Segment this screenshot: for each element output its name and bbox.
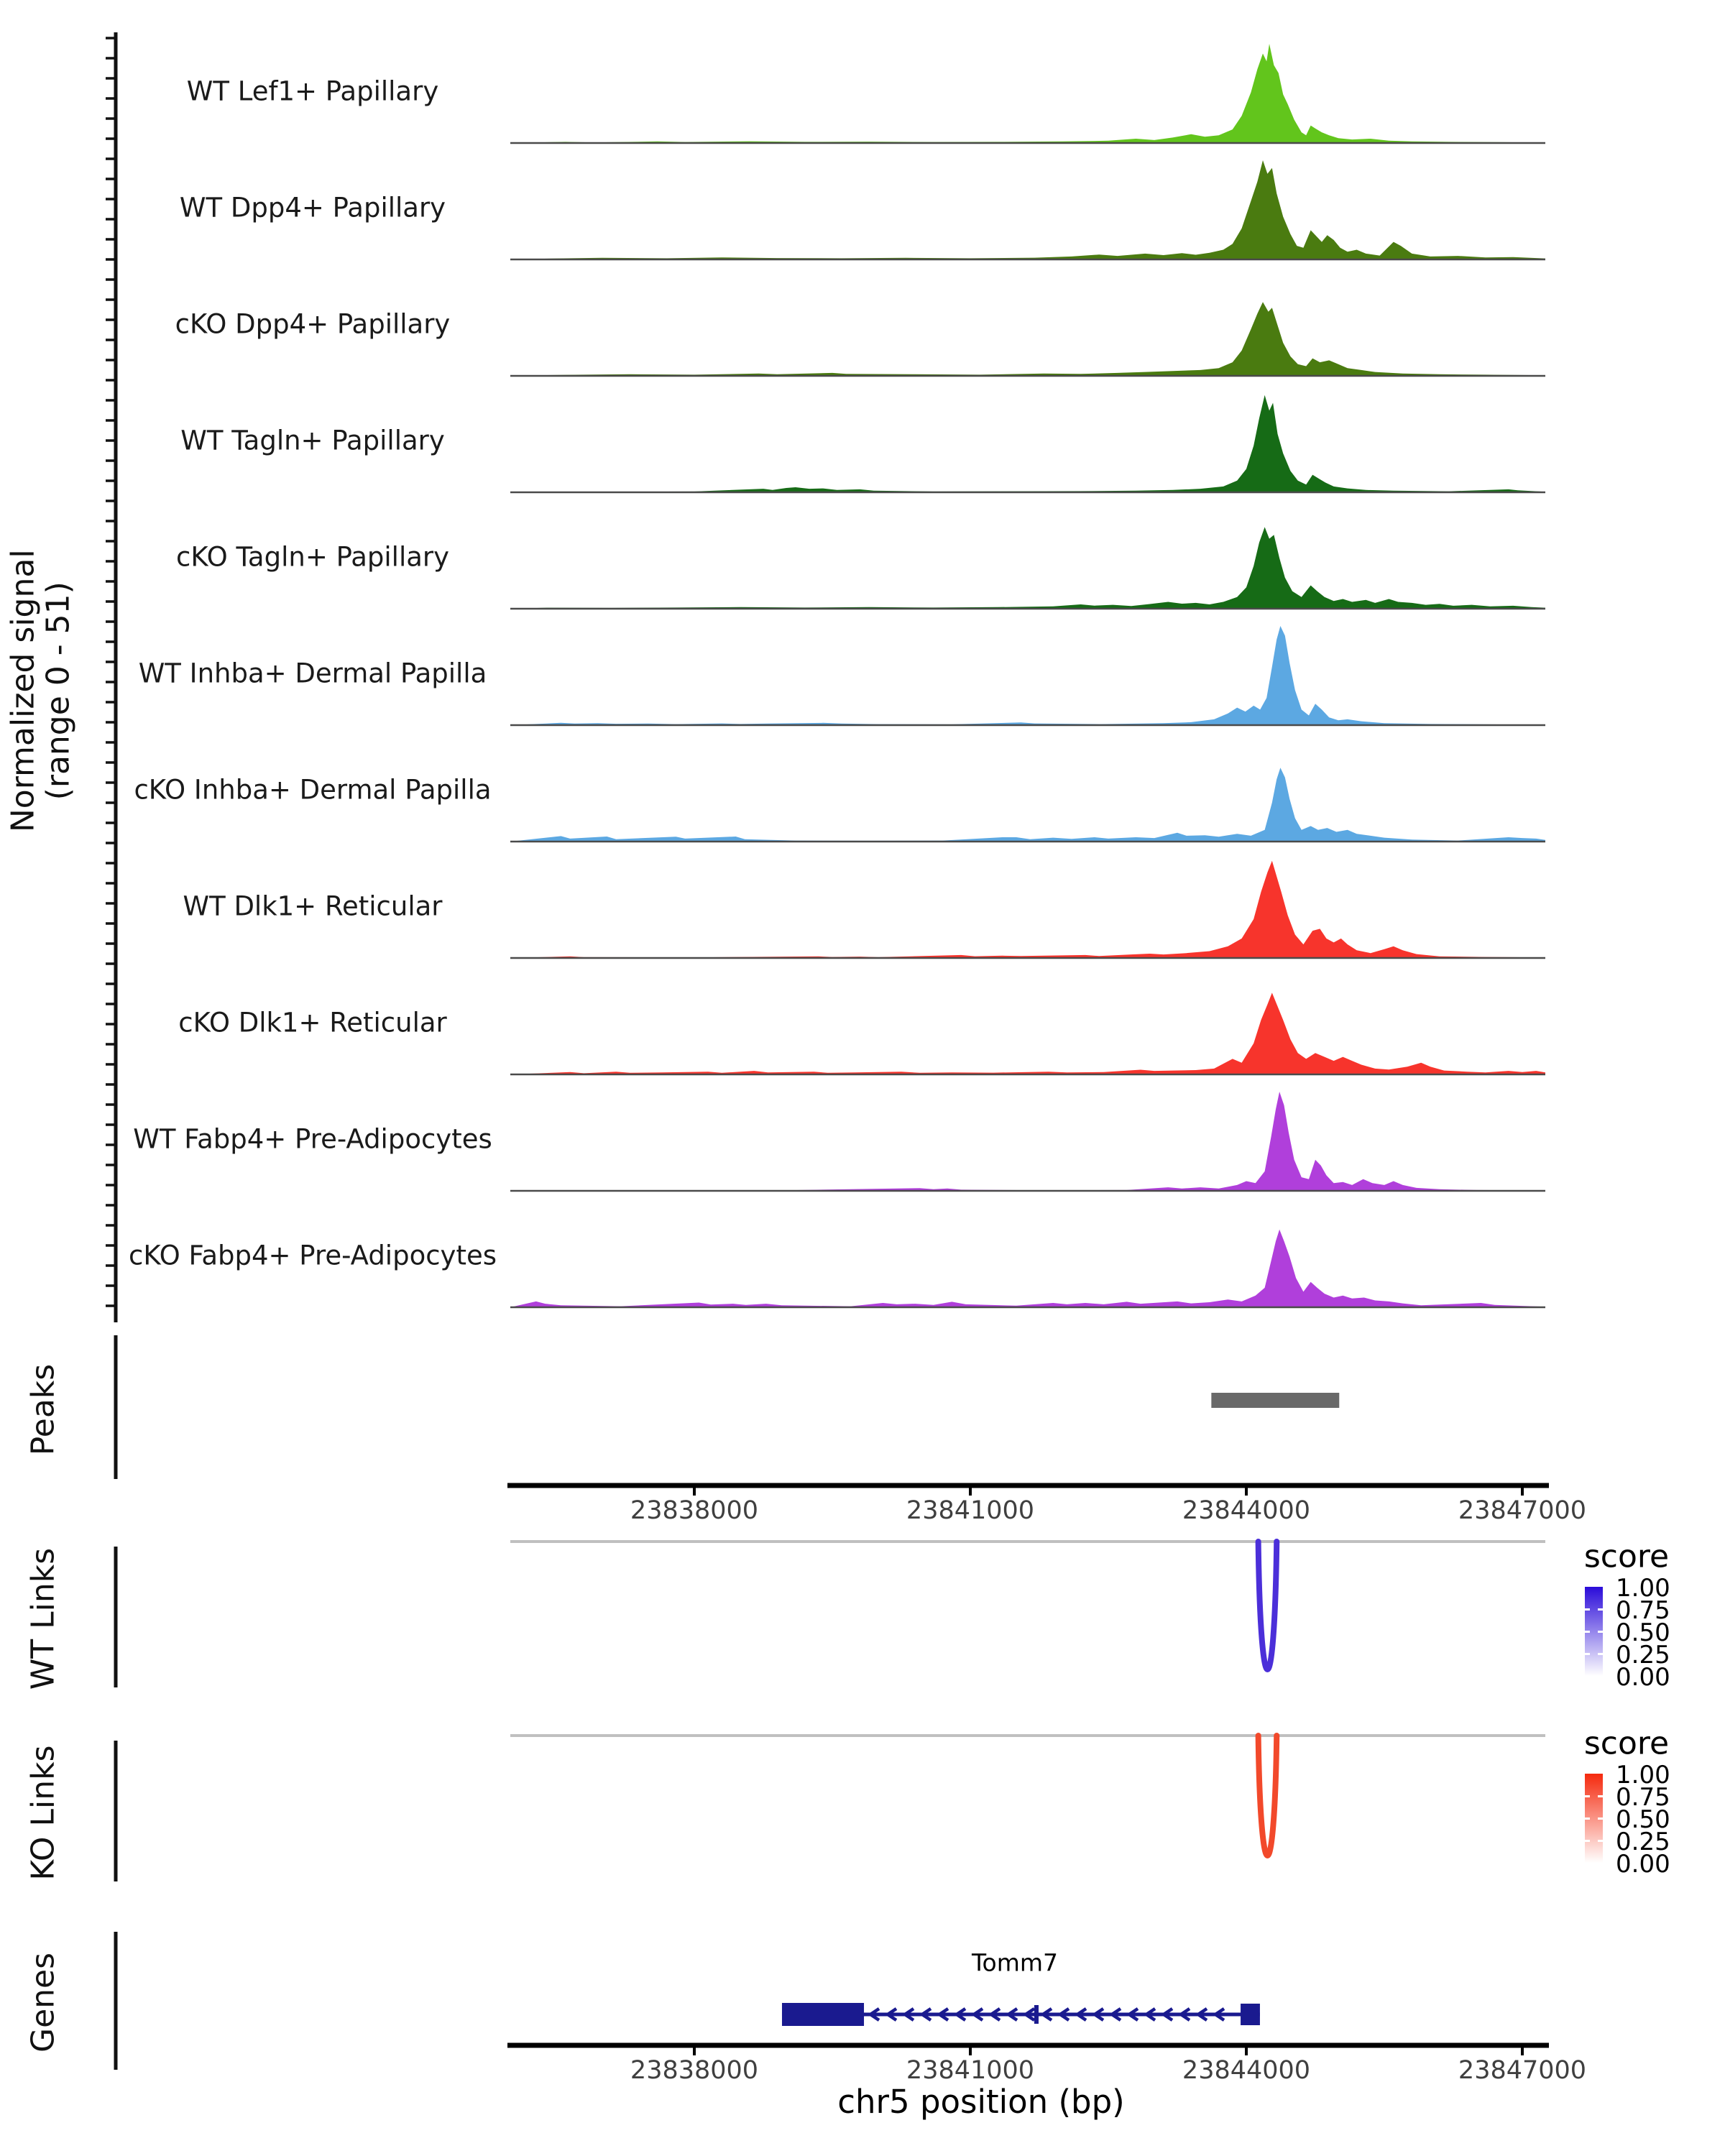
- x-axis-bottom-tick-label-2: 23844000: [1182, 2056, 1311, 2085]
- x-axis-bottom-tick-label-0: 23838000: [630, 2056, 759, 2085]
- peak-region-bar: [1211, 1393, 1339, 1408]
- track-label-10: cKO Fabp4+ Pre-Adipocytes: [128, 1240, 497, 1271]
- ko-legend-colorbar-tick: [1585, 1795, 1590, 1797]
- wt-legend-colorbar-tick: [1598, 1608, 1603, 1611]
- x-axis-bottom-tick-label-1: 23841000: [906, 2056, 1035, 2085]
- wt-legend-colorbar-tick: [1585, 1608, 1590, 1611]
- coverage-area-track-9: [510, 1092, 1545, 1191]
- coverage-area-track-8: [510, 992, 1545, 1074]
- x-axis-title: chr5 position (bp): [837, 2083, 1125, 2121]
- wt-legend-colorbar-tick: [1585, 1631, 1590, 1633]
- section-label-ko-links: KO Links: [24, 1745, 62, 1881]
- coverage-area-track-3: [510, 395, 1545, 492]
- ko-legend-colorbar-tick: [1598, 1795, 1603, 1797]
- wt-legend-colorbar-tick: [1598, 1631, 1603, 1633]
- ko-legend-colorbar-tick: [1598, 1818, 1603, 1820]
- track-label-3: WT Tagln+ Papillary: [180, 425, 445, 456]
- track-label-0: WT Lef1+ Papillary: [186, 75, 439, 107]
- wt-legend-title: score: [1583, 1538, 1670, 1575]
- track-label-8: cKO Dlk1+ Reticular: [178, 1007, 447, 1038]
- coverage-area-track-0: [510, 44, 1545, 143]
- coverage-area-track-1: [510, 160, 1545, 259]
- ko-legend-colorbar-tick: [1585, 1840, 1590, 1842]
- wt-legend-colorbar-tick: [1598, 1653, 1603, 1655]
- ko-legend-label-4: 0.00: [1616, 1850, 1670, 1879]
- ko-legend-label-0: 1.00: [1616, 1761, 1670, 1789]
- section-label-peaks: Peaks: [24, 1363, 62, 1456]
- wt-legend-label-1: 0.75: [1616, 1596, 1670, 1625]
- ko-legend-label-2: 0.50: [1616, 1805, 1670, 1834]
- x-axis-top-tick-label-3: 23847000: [1458, 1496, 1587, 1525]
- gene-exon-2: [1241, 2004, 1260, 2025]
- track-label-2: cKO Dpp4+ Papillary: [175, 308, 451, 340]
- x-axis-bottom-tick-label-3: 23847000: [1458, 2056, 1587, 2085]
- ko-link-loop: [1259, 1736, 1277, 1856]
- coverage-area-track-10: [510, 1230, 1545, 1307]
- wt-legend-colorbar-tick: [1585, 1653, 1590, 1655]
- ko-legend-title: score: [1583, 1725, 1670, 1762]
- coverage-area-track-6: [510, 768, 1545, 842]
- ko-legend-colorbar-tick: [1598, 1840, 1603, 1842]
- track-label-1: WT Dpp4+ Papillary: [179, 192, 446, 224]
- section-label-wt-links: WT Links: [24, 1547, 62, 1690]
- track-label-5: WT Inhba+ Dermal Papilla: [138, 658, 487, 689]
- track-label-9: WT Fabp4+ Pre-Adipocytes: [133, 1123, 492, 1155]
- ko-legend-label-1: 0.75: [1616, 1783, 1670, 1812]
- coverage-area-track-5: [510, 626, 1545, 725]
- y-axis-label-line1: Normalized signal: [4, 549, 42, 833]
- coverage-area-track-4: [510, 527, 1545, 609]
- y-axis-label-line2: (range 0 - 51): [40, 581, 77, 801]
- gene-exon-0: [782, 2003, 864, 2026]
- wt-link-loop: [1259, 1542, 1277, 1669]
- wt-legend-label-4: 0.00: [1616, 1663, 1670, 1692]
- gene-exon-1: [1034, 2005, 1039, 2024]
- coverage-area-track-7: [510, 861, 1545, 958]
- wt-legend-label-3: 0.25: [1616, 1641, 1670, 1669]
- x-axis-top-tick-label-0: 23838000: [630, 1496, 759, 1525]
- section-label-genes: Genes: [24, 1952, 62, 2053]
- ko-legend-colorbar-tick: [1585, 1818, 1590, 1820]
- gene-name-label: Tomm7: [971, 1948, 1059, 1977]
- wt-legend-label-2: 0.50: [1616, 1618, 1670, 1647]
- ko-legend-label-3: 0.25: [1616, 1828, 1670, 1856]
- coverage-area-track-2: [510, 302, 1545, 376]
- track-label-4: cKO Tagln+ Papillary: [175, 541, 450, 573]
- track-label-7: WT Dlk1+ Reticular: [183, 890, 443, 922]
- x-axis-top-tick-label-1: 23841000: [906, 1496, 1035, 1525]
- y-axis-label: [6, 331, 77, 1050]
- wt-legend-label-0: 1.00: [1616, 1574, 1670, 1603]
- x-axis-top-tick-label-2: 23844000: [1182, 1496, 1311, 1525]
- track-label-6: cKO Inhba+ Dermal Papilla: [134, 774, 492, 806]
